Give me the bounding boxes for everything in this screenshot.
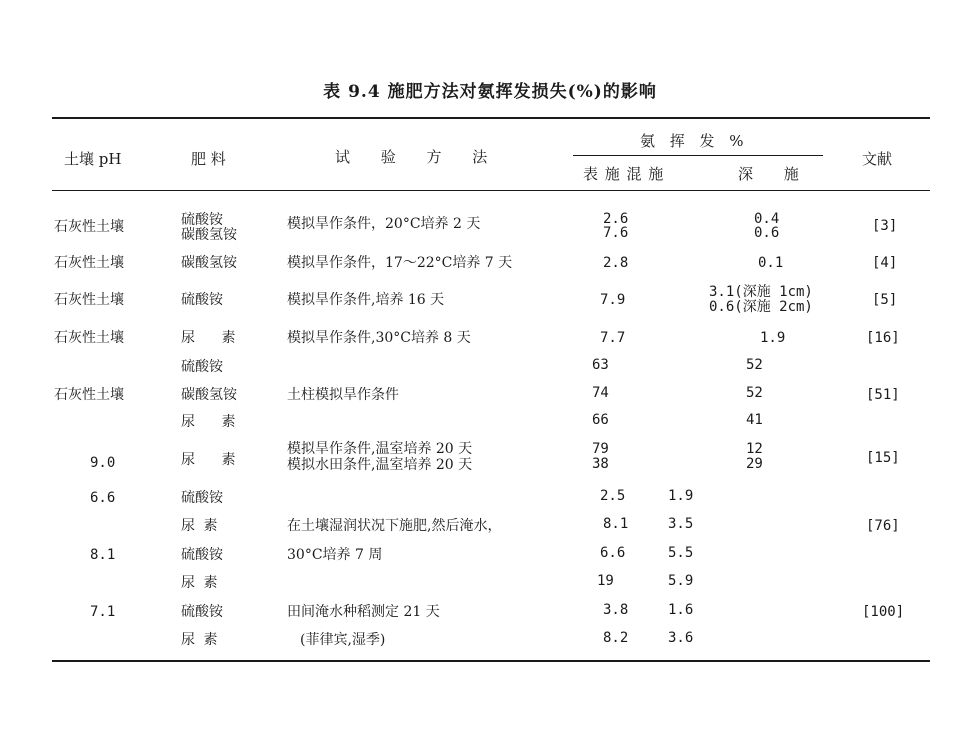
row-0-fert-2: 碳酸氢铵 xyxy=(181,227,237,243)
header-ammonia-volatilization: 氨 挥 发 % xyxy=(640,132,744,150)
header-bottom-rule xyxy=(52,190,930,191)
row-0-surf-1: 2.6 xyxy=(603,211,629,227)
row-13-mixed: 3.6 xyxy=(668,630,694,646)
row-1-soil: 石灰性土壤 xyxy=(54,255,124,271)
row-4-surf: 63 xyxy=(592,357,609,373)
row-8-surf: 2.5 xyxy=(600,488,626,504)
row-7-method-2: 模拟水田条件,温室培养 20 天 xyxy=(287,457,473,473)
row-1-surf: 2.8 xyxy=(603,255,629,271)
row-5-method: 土柱模拟旱作条件 xyxy=(287,387,399,403)
row-12-mixed: 1.6 xyxy=(668,602,694,618)
row-0-ref: [3] xyxy=(872,218,898,234)
row-0-surf-2: 7.6 xyxy=(603,225,629,241)
row-13-method: (菲律宾,湿季) xyxy=(300,632,386,648)
row-9-method: 在土壤湿润状况下施肥,然后淹水， xyxy=(287,518,502,534)
row-12-fert: 硫酸铵 xyxy=(181,604,223,620)
row-10-mixed: 5.5 xyxy=(668,545,694,561)
row-7-soil: 9.0 xyxy=(90,455,116,471)
row-3-soil: 石灰性土壤 xyxy=(54,330,124,346)
row-5-fert: 碳酸氢铵 xyxy=(181,387,237,403)
row-0-soil: 石灰性土壤 xyxy=(54,219,124,235)
row-7-deep-2: 29 xyxy=(746,456,763,472)
row-12-surf: 3.8 xyxy=(603,602,629,618)
row-13-fert: 尿 素 xyxy=(181,632,218,648)
row-0-deep-1: 0.4 xyxy=(754,211,780,227)
row-8-fert: 硫酸铵 xyxy=(181,490,223,506)
row-2-soil: 石灰性土壤 xyxy=(54,292,124,308)
row-4-deep: 52 xyxy=(746,357,763,373)
row-9-surf: 8.1 xyxy=(603,516,629,532)
row-11-surf: 19 xyxy=(597,573,614,589)
row-12-soil: 7.1 xyxy=(90,604,116,620)
row-11-fert: 尿 素 xyxy=(181,575,218,591)
row-9-mixed: 3.5 xyxy=(668,516,694,532)
row-1-fert: 碳酸氢铵 xyxy=(181,255,237,271)
row-5-surf: 74 xyxy=(592,385,609,401)
row-10-fert: 硫酸铵 xyxy=(181,547,223,563)
row-3-fert: 尿 素 xyxy=(181,330,236,346)
row-1-ref: [4] xyxy=(872,255,898,271)
row-2-deep-1: 3.1(深施 1cm) xyxy=(709,284,813,300)
row-10-surf: 6.6 xyxy=(600,545,626,561)
row-10-soil: 8.1 xyxy=(90,547,116,563)
row-2-method: 模拟旱作条件,培养 16 天 xyxy=(287,292,445,308)
row-0-deep-2: 0.6 xyxy=(754,225,780,241)
row-3-ref: [16] xyxy=(866,330,900,346)
row-0-fert-1: 硫酸铵 xyxy=(181,212,223,228)
row-9-ref: [76] xyxy=(866,518,900,534)
header-soil-ph: 土壤 pH xyxy=(64,150,122,168)
row-6-surf: 66 xyxy=(592,412,609,428)
table-title: 表 9.4 施肥方法对氨挥发损失(%)的影响 xyxy=(323,82,657,102)
bottom-rule xyxy=(52,660,930,662)
row-4-fert: 硫酸铵 xyxy=(181,359,223,375)
header-method: 试 验 方 法 xyxy=(335,148,488,166)
row-11-mixed: 5.9 xyxy=(668,573,694,589)
header-reference: 文献 xyxy=(862,150,893,168)
row-7-surf-1: 79 xyxy=(592,441,609,457)
row-12-method: 田间淹水种稻测定 21 天 xyxy=(287,604,440,620)
row-1-method: 模拟旱作条件，17～22°C培养 7 天 xyxy=(287,255,513,271)
row-0-method: 模拟旱作条件，20°C培养 2 天 xyxy=(287,216,481,232)
row-2-fert: 硫酸铵 xyxy=(181,292,223,308)
header-fertilizer: 肥 料 xyxy=(191,150,226,168)
row-2-deep-2: 0.6(深施 2cm) xyxy=(709,299,813,315)
header-surface-mixed: 表 施 混 施 xyxy=(583,165,664,183)
row-8-mixed: 1.9 xyxy=(668,488,694,504)
row-13-surf: 8.2 xyxy=(603,630,629,646)
row-5-deep: 52 xyxy=(746,385,763,401)
row-2-ref: [5] xyxy=(872,292,898,308)
row-3-method: 模拟旱作条件,30°C培养 8 天 xyxy=(287,330,471,346)
row-6-deep: 41 xyxy=(746,412,763,428)
header-deep: 深 施 xyxy=(738,165,799,183)
header-sub-rule xyxy=(573,155,823,156)
row-5-soil: 石灰性土壤 xyxy=(54,387,124,403)
row-6-fert: 尿 素 xyxy=(181,414,236,430)
row-9-fert: 尿 素 xyxy=(181,518,218,534)
top-rule xyxy=(52,117,930,119)
row-7-ref: [15] xyxy=(866,450,900,466)
row-2-surf: 7.9 xyxy=(600,292,626,308)
row-10-method: 30°C培养 7 周 xyxy=(287,547,383,563)
row-7-method-1: 模拟旱作条件,温室培养 20 天 xyxy=(287,441,473,457)
row-3-deep: 1.9 xyxy=(760,330,786,346)
row-5-ref: [51] xyxy=(866,387,900,403)
row-12-ref: [100] xyxy=(862,604,905,620)
row-7-deep-1: 12 xyxy=(746,441,763,457)
row-1-deep: 0.1 xyxy=(758,255,784,271)
row-8-soil: 6.6 xyxy=(90,490,116,506)
row-3-surf: 7.7 xyxy=(600,330,626,346)
row-7-surf-2: 38 xyxy=(592,456,609,472)
row-7-fert: 尿 素 xyxy=(181,452,236,468)
